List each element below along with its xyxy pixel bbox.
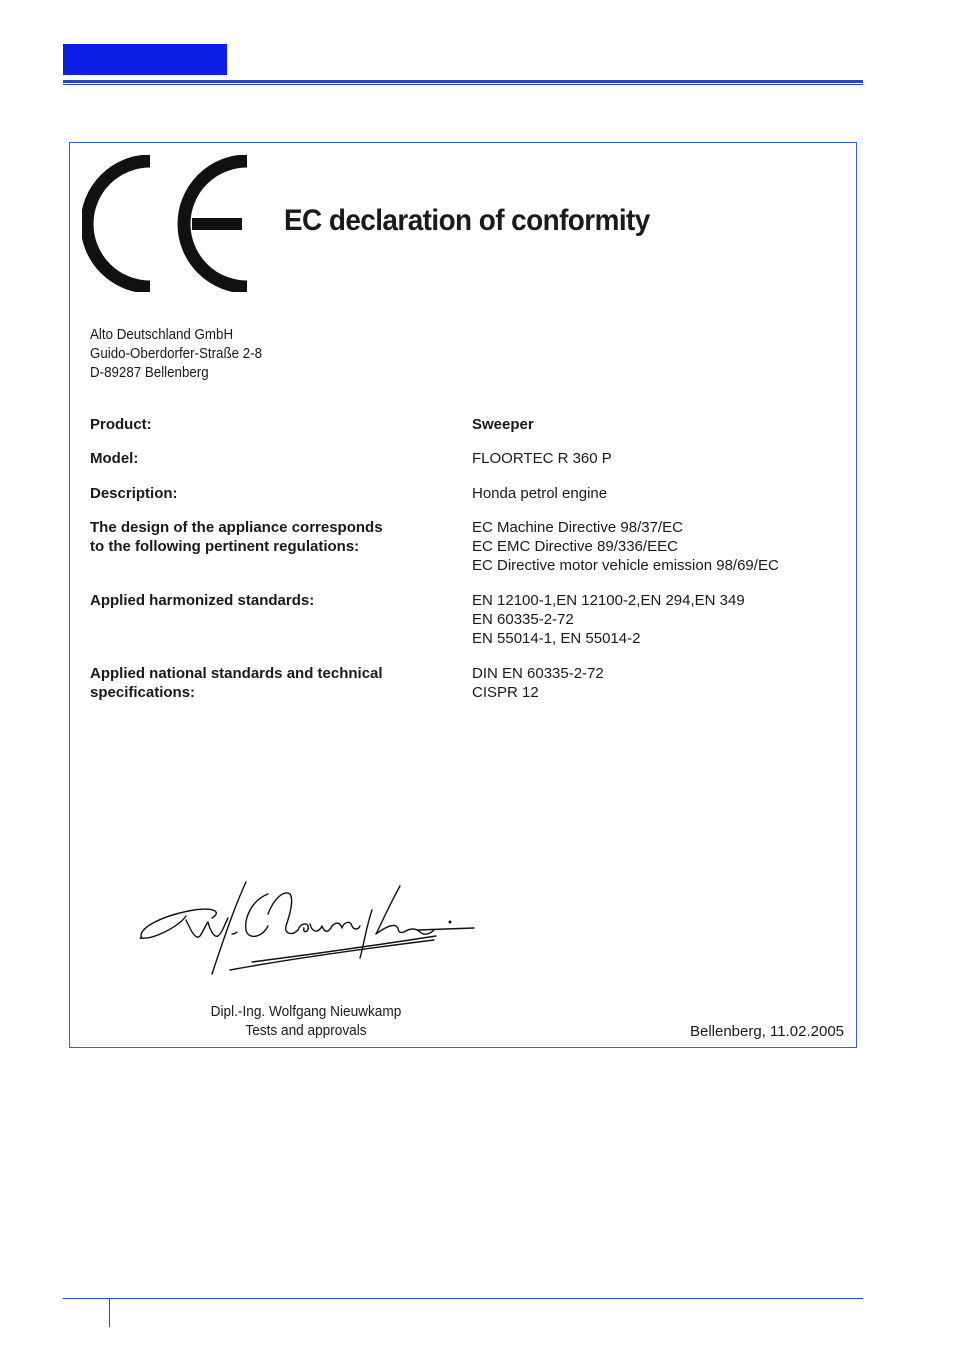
footer-rule	[63, 1298, 863, 1299]
row-value: DIN EN 60335-2-72 CISPR 12	[472, 665, 604, 701]
row-value: Honda petrol engine	[472, 485, 608, 502]
page-title: EC declaration of conformity	[284, 204, 650, 237]
signer-name: Dipl.-Ing. Wolfgang Nieuwkamp	[210, 1004, 402, 1020]
row-label: Description:	[90, 485, 178, 502]
place-and-date: Bellenberg, 11.02.2005	[689, 1023, 844, 1040]
company-name: Alto Deutschland GmbH	[90, 327, 234, 343]
row-label: Product:	[90, 416, 152, 433]
company-city: D-89287 Bellenberg	[90, 365, 209, 381]
row-value: EN 12100-1,EN 12100-2,EN 294,EN 349 EN 60335-2-72 EN 55014-1, EN 55014-2	[472, 592, 745, 647]
company-street: Guido-Oberdorfer-Straße 2-8	[90, 346, 263, 362]
row-label: Applied national standards and technical specifications:	[90, 665, 383, 701]
signer-block	[184, 1003, 428, 1041]
row-label: Applied harmonized standards:	[90, 592, 315, 609]
row-label: Model:	[90, 450, 139, 467]
row-value: Sweeper	[472, 416, 534, 433]
header-rule	[63, 80, 863, 83]
header-rule-thin	[63, 84, 863, 85]
row-label: The design of the appliance corresponds to the following pertinent regulations:	[90, 519, 383, 555]
row-value: FLOORTEC R 360 P	[472, 450, 612, 467]
manufacturer-address	[90, 326, 262, 383]
row-value: EC Machine Directive 98/37/EC EC EMC Directive 89/336/EEC EC Directive motor vehicle emission 98/69/EC	[472, 519, 779, 574]
footer-tick	[109, 1298, 110, 1327]
header-color-block	[63, 44, 227, 75]
signature-icon	[134, 878, 476, 980]
ce-mark-icon	[82, 155, 284, 292]
signer-role: Tests and approvals	[245, 1023, 367, 1039]
